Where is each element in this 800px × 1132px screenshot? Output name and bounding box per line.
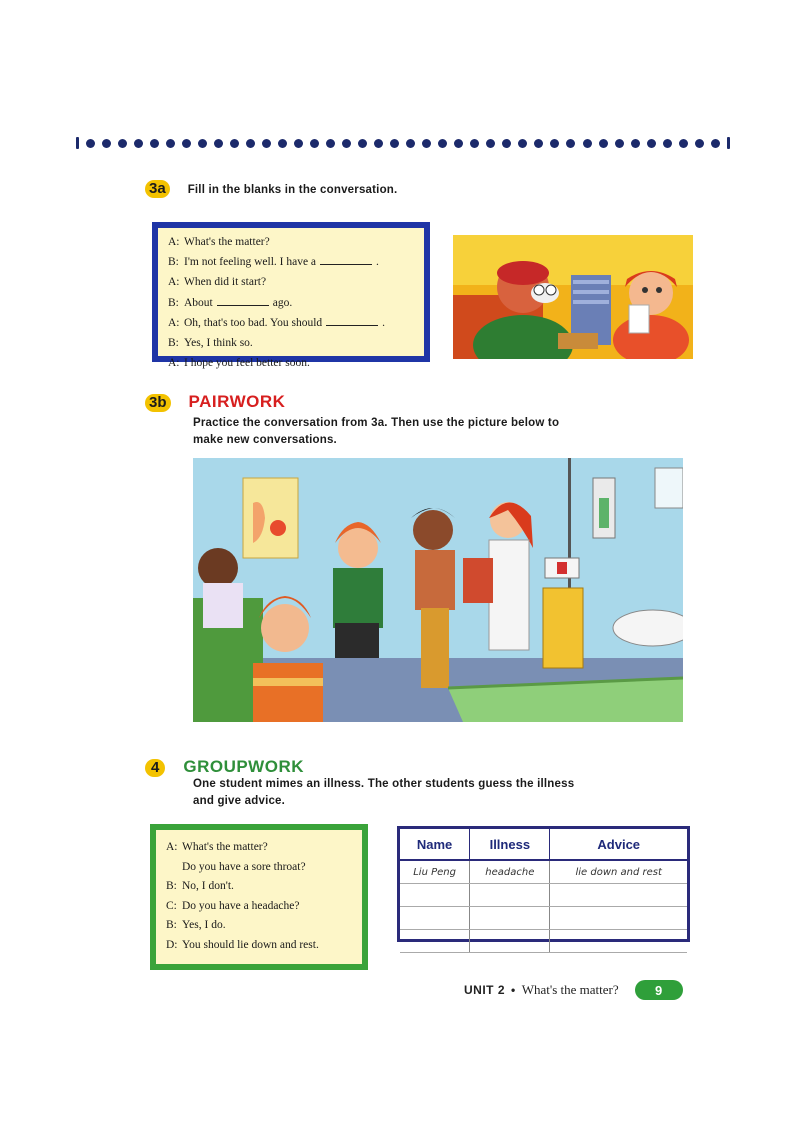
line-ending: . — [382, 316, 386, 329]
page-number: 9 — [635, 980, 683, 1000]
speaker-label: C: — [166, 899, 177, 912]
section-badge: 3a — [145, 180, 170, 198]
table-cell[interactable] — [550, 930, 687, 953]
conversation-line — [168, 313, 414, 333]
conversation-line — [168, 353, 414, 373]
line-text: No, I don't. — [182, 880, 234, 892]
speaker-label: A: — [168, 357, 180, 370]
conversation-line — [166, 858, 352, 878]
line-text: Yes, I think so. — [184, 337, 253, 350]
table-cell[interactable]: lie down and rest — [550, 860, 687, 884]
section-badge: 3b — [145, 394, 171, 412]
line-text: When did it start? — [184, 276, 267, 289]
illustration-sick-girl — [453, 235, 693, 359]
speaker-label: B: — [168, 337, 179, 350]
conversation-line — [166, 936, 352, 956]
table-header: Advice — [550, 829, 687, 860]
conversation-line — [168, 252, 414, 272]
line-text: Yes, I do. — [182, 919, 226, 931]
table-cell[interactable] — [550, 884, 687, 907]
conversation-line — [166, 838, 352, 858]
table-cell[interactable] — [400, 884, 470, 907]
line-text: What's the matter? — [182, 841, 268, 853]
table-cell[interactable]: Liu Peng — [400, 860, 470, 884]
table-cell[interactable] — [400, 907, 470, 930]
conversation-line — [166, 916, 352, 936]
speaker-label: A: — [168, 276, 180, 289]
instruction-line: Practice the conversation from 3a. Then use the picture below to — [193, 417, 560, 429]
section-badge: 4 — [145, 759, 165, 777]
conversation-box-groupwork — [150, 824, 368, 970]
conversation-line — [168, 293, 414, 313]
speaker-label: A: — [168, 316, 180, 329]
line-text: Do you have a sore throat? — [182, 860, 306, 873]
table-cell[interactable]: headache — [470, 860, 550, 884]
table-cell[interactable] — [470, 884, 550, 907]
speaker-label: A: — [166, 841, 178, 853]
fill-in-blank[interactable] — [320, 255, 372, 265]
section-heading: PAIRWORK — [188, 392, 286, 411]
line-text: You should lie down and rest. — [182, 938, 319, 951]
dotted-divider — [76, 136, 730, 150]
table-cell[interactable] — [470, 907, 550, 930]
line-text: Do you have a headache? — [182, 899, 300, 912]
conversation-line — [168, 272, 414, 292]
footer-separator: • — [511, 983, 516, 997]
section-instruction — [193, 776, 703, 810]
conversation-line — [166, 877, 352, 897]
line-text: I hope you feel better soon. — [184, 357, 310, 370]
table-row — [400, 930, 687, 953]
table-row — [400, 907, 687, 930]
line-ending: ago. — [272, 296, 293, 309]
table-row — [400, 884, 687, 907]
fill-in-blank[interactable] — [217, 296, 269, 306]
instruction-line: One student mimes an illness. The other students guess the illness — [193, 778, 575, 790]
section-3b-header — [145, 392, 285, 412]
line-text: I'm not feeling well. I have a — [184, 256, 317, 269]
section-4-header — [145, 757, 304, 777]
unit-label: UNIT 2 — [464, 983, 506, 997]
conversation-line — [166, 897, 352, 917]
instruction-line: and give advice. — [193, 795, 286, 807]
speaker-label: B: — [168, 256, 179, 269]
table-cell[interactable] — [400, 930, 470, 953]
table-cell[interactable] — [550, 907, 687, 930]
conversation-box-3a — [152, 222, 430, 370]
section-3a-header — [145, 180, 397, 198]
table-header: Name — [400, 829, 470, 860]
line-text: Oh, that's too bad. You should — [184, 316, 323, 329]
speaker-label: B: — [166, 880, 177, 892]
section-instruction: Fill in the blanks in the conversation. — [187, 184, 398, 196]
speaker-label: B: — [166, 919, 177, 931]
speaker-label: D: — [166, 938, 178, 951]
line-ending: . — [376, 256, 379, 269]
speaker-label: B: — [168, 296, 179, 309]
fill-in-blank[interactable] — [326, 316, 378, 326]
speaker-label: A: — [168, 236, 180, 248]
illustration-clinic-scene — [193, 458, 683, 722]
table-row — [400, 860, 687, 884]
table-cell[interactable] — [470, 930, 550, 953]
instruction-line: make new conversations. — [193, 434, 337, 446]
table-header: Illness — [470, 829, 550, 860]
conversation-line — [168, 333, 414, 353]
illness-advice-table — [397, 826, 690, 942]
conversation-line — [168, 232, 414, 252]
section-heading: GROUPWORK — [183, 757, 305, 776]
page-footer — [464, 978, 724, 1002]
section-instruction — [193, 415, 693, 449]
line-text: About — [184, 296, 213, 309]
line-text: What's the matter? — [184, 236, 270, 248]
unit-title: What's the matter? — [521, 982, 619, 997]
